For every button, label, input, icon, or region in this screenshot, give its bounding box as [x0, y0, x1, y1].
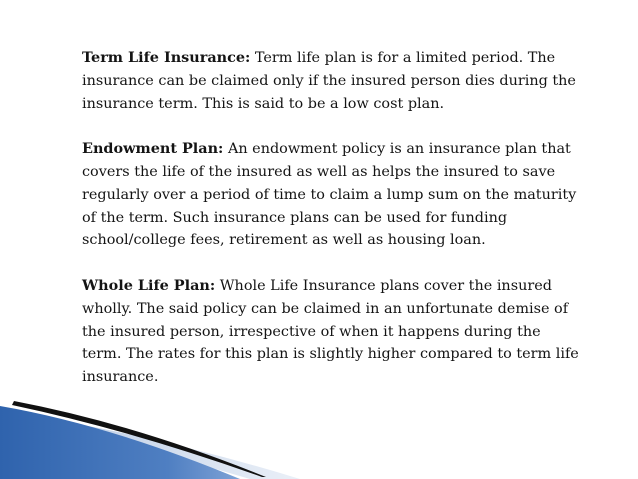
swoosh-blue-band: [0, 406, 240, 479]
endowment-text: An endowment policy is an insurance plan that covers the life of the insured as well as helps the insured to save regularly over a period of time to claim a lump sum on the maturity of the term. Such insurance plans can be used for funding school/college fees, retirement as well as housing loan.: [82, 141, 577, 249]
term-life-text: Term life plan is for a limited period. The insurance can be claimed only if the insured person dies during the insurance term. This is said to be a low cost plan.: [82, 50, 576, 112]
whole-life-text: Whole Life Insurance plans cover the insured wholly. The said policy can be claimed in an unfortunate demise of the insured person, irrespective of when it happens during the term. The rates for this plan is slightly higher compared to term life insurance.: [82, 277, 579, 386]
term-life-heading: Term Life Insurance:: [82, 49, 251, 66]
endowment-heading: Endowment Plan:: [82, 140, 224, 158]
whole-life-heading: Whole Life Plan:: [82, 276, 216, 294]
